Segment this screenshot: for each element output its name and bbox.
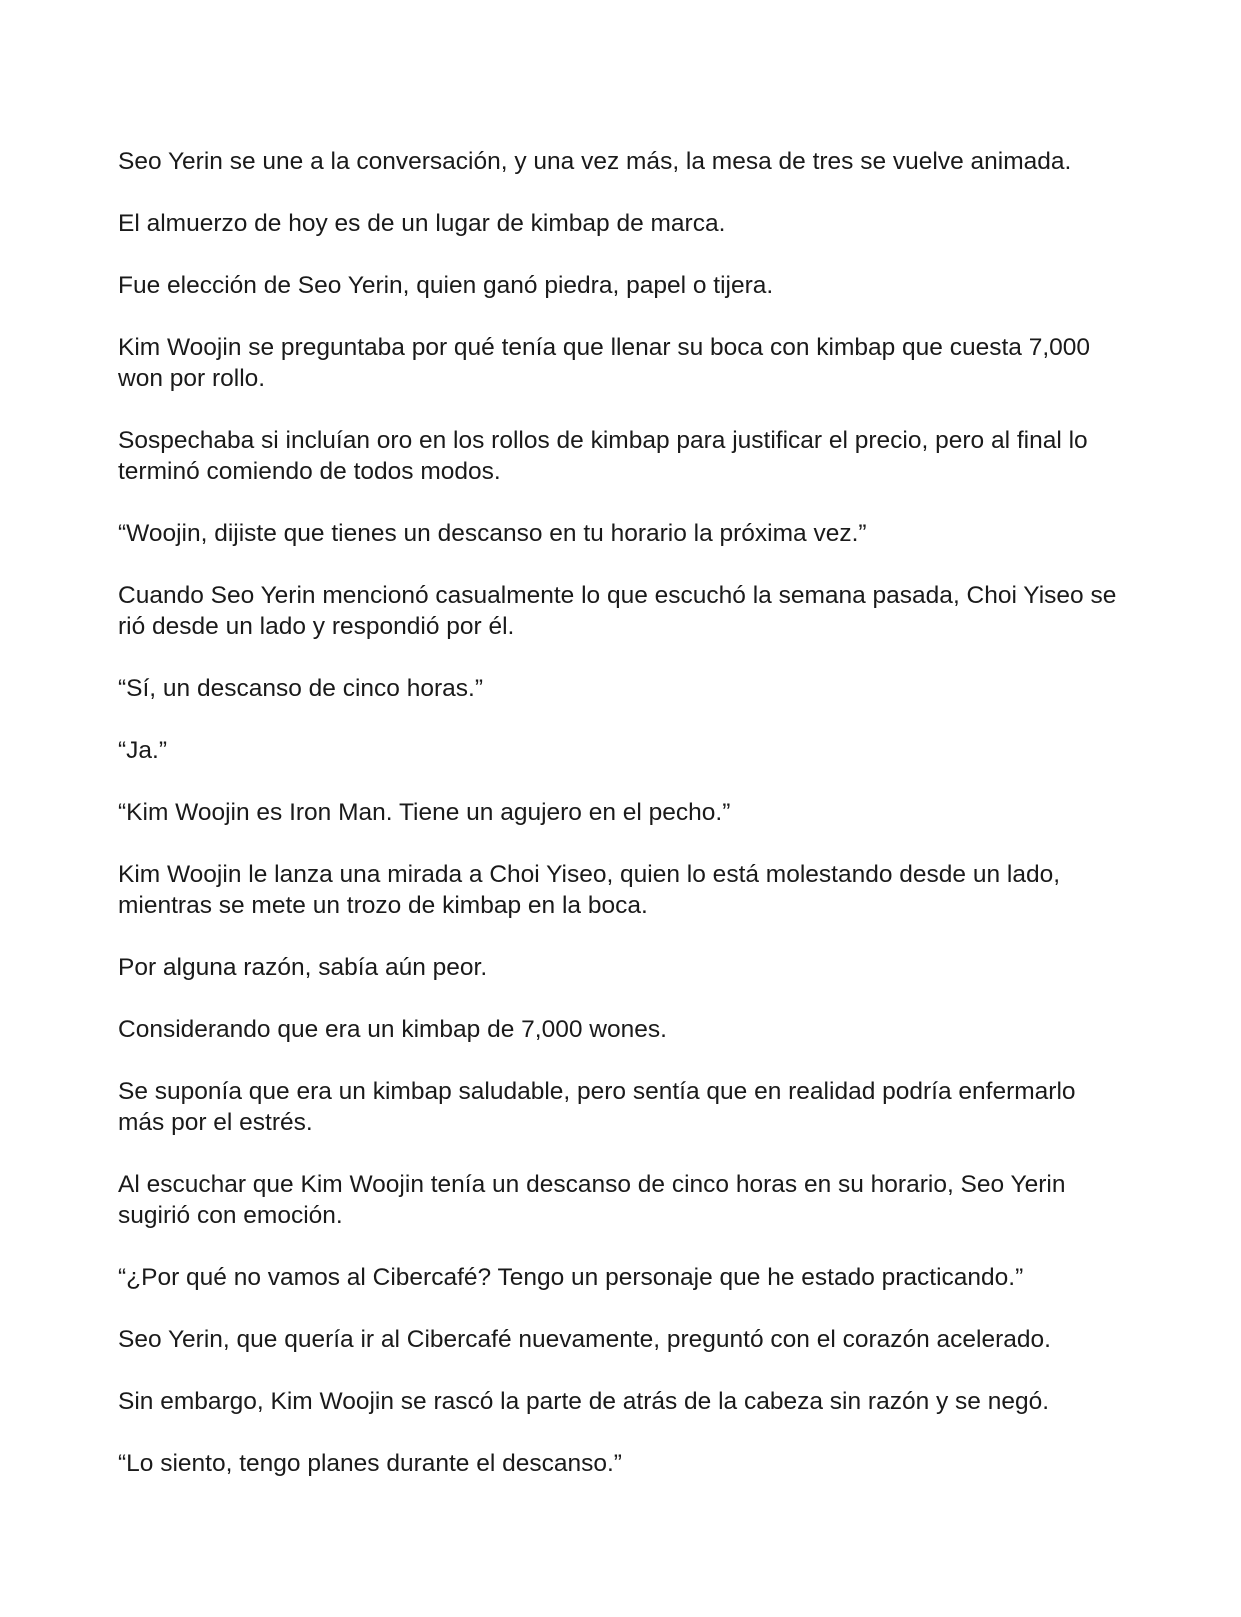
paragraph-19: “Lo siento, tengo planes durante el descanso.” [118,1450,622,1477]
paragraph-3: Fue elección de Seo Yerin, quien ganó piedra, papel o tijera. [118,272,774,299]
document-page [118,146,1128,1510]
paragraph-4: Kim Woojin se preguntaba por qué tenía que llenar su boca con kimbap que cuesta 7,000 won por rollo. [118,334,1091,392]
paragraph-1: Seo Yerin se une a la conversación, y una vez más, la mesa de tres se vuelve animada. [118,148,1072,175]
paragraph-17: Seo Yerin, que quería ir al Cibercafé nuevamente, preguntó con el corazón acelerado. [118,1326,1051,1353]
paragraph-8: “Sí, un descanso de cinco horas.” [118,675,483,702]
paragraph-2: El almuerzo de hoy es de un lugar de kimbap de marca. [118,210,726,237]
paragraph-10: “Kim Woojin es Iron Man. Tiene un agujero en el pecho.” [118,799,731,826]
paragraph-7: Cuando Seo Yerin mencionó casualmente lo que escuchó la semana pasada, Choi Yiseo se rió desde un lado y respondió por él. [118,582,1117,640]
paragraph-13: Considerando que era un kimbap de 7,000 wones. [118,1016,667,1043]
paragraph-16: “¿Por qué no vamos al Cibercafé? Tengo un personaje que he estado practicando.” [118,1264,1024,1291]
paragraph-14: Se suponía que era un kimbap saludable, pero sentía que en realidad podría enfermarlo más por el estrés. [118,1078,1076,1136]
paragraph-18: Sin embargo, Kim Woojin se rascó la parte de atrás de la cabeza sin razón y se negó. [118,1388,1050,1415]
paragraph-5: Sospechaba si incluían oro en los rollos de kimbap para justificar el precio, pero al final lo terminó comiendo de todos modos. [118,427,1088,485]
paragraph-12: Por alguna razón, sabía aún peor. [118,954,488,981]
paragraph-6: “Woojin, dijiste que tienes un descanso en tu horario la próxima vez.” [118,520,867,547]
paragraph-15: Al escuchar que Kim Woojin tenía un descanso de cinco horas en su horario, Seo Yerin sugirió con emoción. [118,1171,1066,1229]
paragraph-9: “Ja.” [118,737,167,764]
paragraph-11: Kim Woojin le lanza una mirada a Choi Yiseo, quien lo está molestando desde un lado, mientras se mete un trozo de kimbap en la boca. [118,861,1061,919]
